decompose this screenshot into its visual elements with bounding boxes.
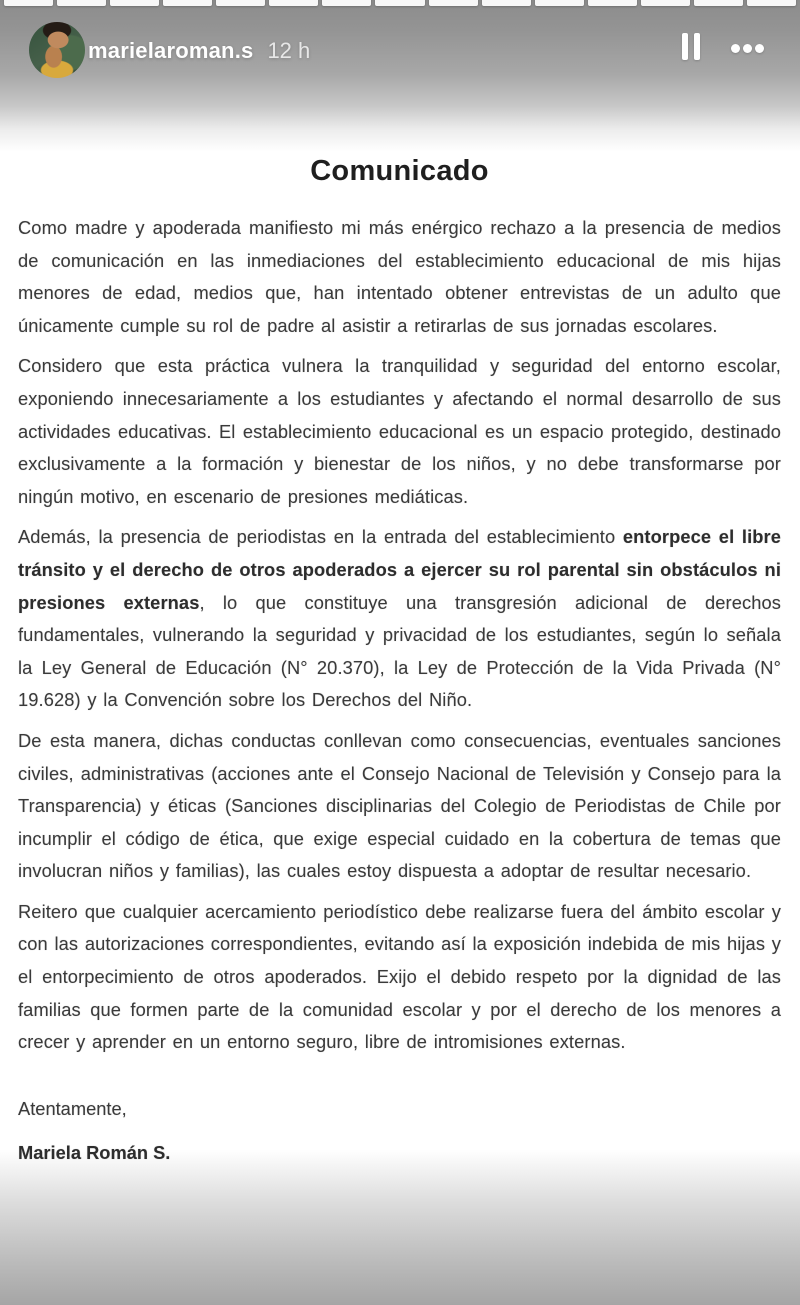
dot: [755, 44, 764, 53]
dot: [743, 44, 752, 53]
paragraph-5: Reitero que cualquier acercamiento periodístico debe realizarse fuera del ámbito escolar y con las autorizaciones correspondientes, evitando así la exposición indebida de mis hijas y el entorpecimiento de otros apoderados. Exijo el debido respeto por la dignidad de las familias que formen parte de la comunidad escolar y por el derecho de los menores a crecer y aprender en un entorno seguro, libre de intromisiones externas.: [18, 900, 781, 1053]
story-progress-segment: [322, 0, 371, 6]
story-progress-segment: [482, 0, 531, 6]
story-progress-segment: [641, 0, 690, 6]
story-progress-segment: [4, 0, 53, 6]
username[interactable]: marielaroman.s: [88, 38, 254, 63]
dot: [731, 44, 740, 53]
paragraph-1: Como madre y apoderada manifiesto mi más enérgico rechazo a la presencia de medios de comunicación en las inmediaciones del establecimiento educacional de mis hijas menores de edad, medios que, han intentado obtener entrevistas de un adulto que únicamente cumple su rol de padre al asistir a retirarlas de sus jornadas escolares.: [18, 217, 781, 336]
story-progress-segment: [216, 0, 265, 6]
avatar[interactable]: [29, 22, 85, 78]
story-progress-segment: [535, 0, 584, 6]
pause-bar-left: [682, 33, 688, 60]
story-progress-segment: [57, 0, 106, 6]
story-progress-segment: [429, 0, 478, 6]
story-identity: [88, 38, 310, 64]
paragraph-3: Además, la presencia de periodistas en la entrada del establecimiento entorpece el libre tránsito y el derecho de otros apoderados a ejercer su rol parental sin obstáculos ni presiones externas, lo que constituye una transgresión adicional de derechos fundamentales, vulnerando la seguridad y privacidad de los estudiantes, según lo señala la Ley General de Educación (N° 20.370), la Ley de Protección de la Vida Privada (N° 19.628) y la Convención sobre los Derechos del Niño.: [18, 526, 782, 711]
story-progress-segment: [269, 0, 318, 6]
story-header: [0, 0, 800, 100]
more-options-icon[interactable]: [731, 44, 764, 53]
story-progress-segment: [694, 0, 743, 6]
story-progress-segment: [747, 0, 796, 6]
story-timestamp: 12 h: [267, 38, 311, 63]
paragraph-2: Considero que esta práctica vulnera la tranquilidad y seguridad del entorno escolar, exponiendo innecesariamente a los estudiantes y afectando el normal desarrollo de sus actividades educativas. El establecimiento educacional es un espacio protegido, destinado exclusivamente a la formación y bienestar de los niños, y no debe transformarse por ningún motivo, en escenario de presiones mediáticas.: [18, 355, 781, 507]
paragraph-4: De esta manera, dichas conductas conllevan como consecuencias, eventuales sanciones civiles, administrativas (acciones ante el Consejo Nacional de Televisión y Consejo para la Transparencia) y éticas (Sanciones disciplinarias del Colegio de Periodistas de Chile por incumplir el código de ética, que exige especial cuidado en la cobertura de temas que involucran niños y familias), las cuales estoy dispuesta a adoptar de resultar necesario.: [18, 729, 781, 882]
story-progress-bar: [4, 0, 796, 6]
pause-icon[interactable]: [682, 33, 700, 60]
page-title: Comunicado: [310, 155, 489, 187]
signature-line: Mariela Román S.: [18, 1142, 171, 1164]
story-progress-segment: [375, 0, 424, 6]
story-progress-segment: [110, 0, 159, 6]
story-progress-segment: [588, 0, 637, 6]
pause-bar-right: [694, 33, 700, 60]
story-progress-segment: [163, 0, 212, 6]
closing-line: Atentamente,: [18, 1097, 127, 1119]
